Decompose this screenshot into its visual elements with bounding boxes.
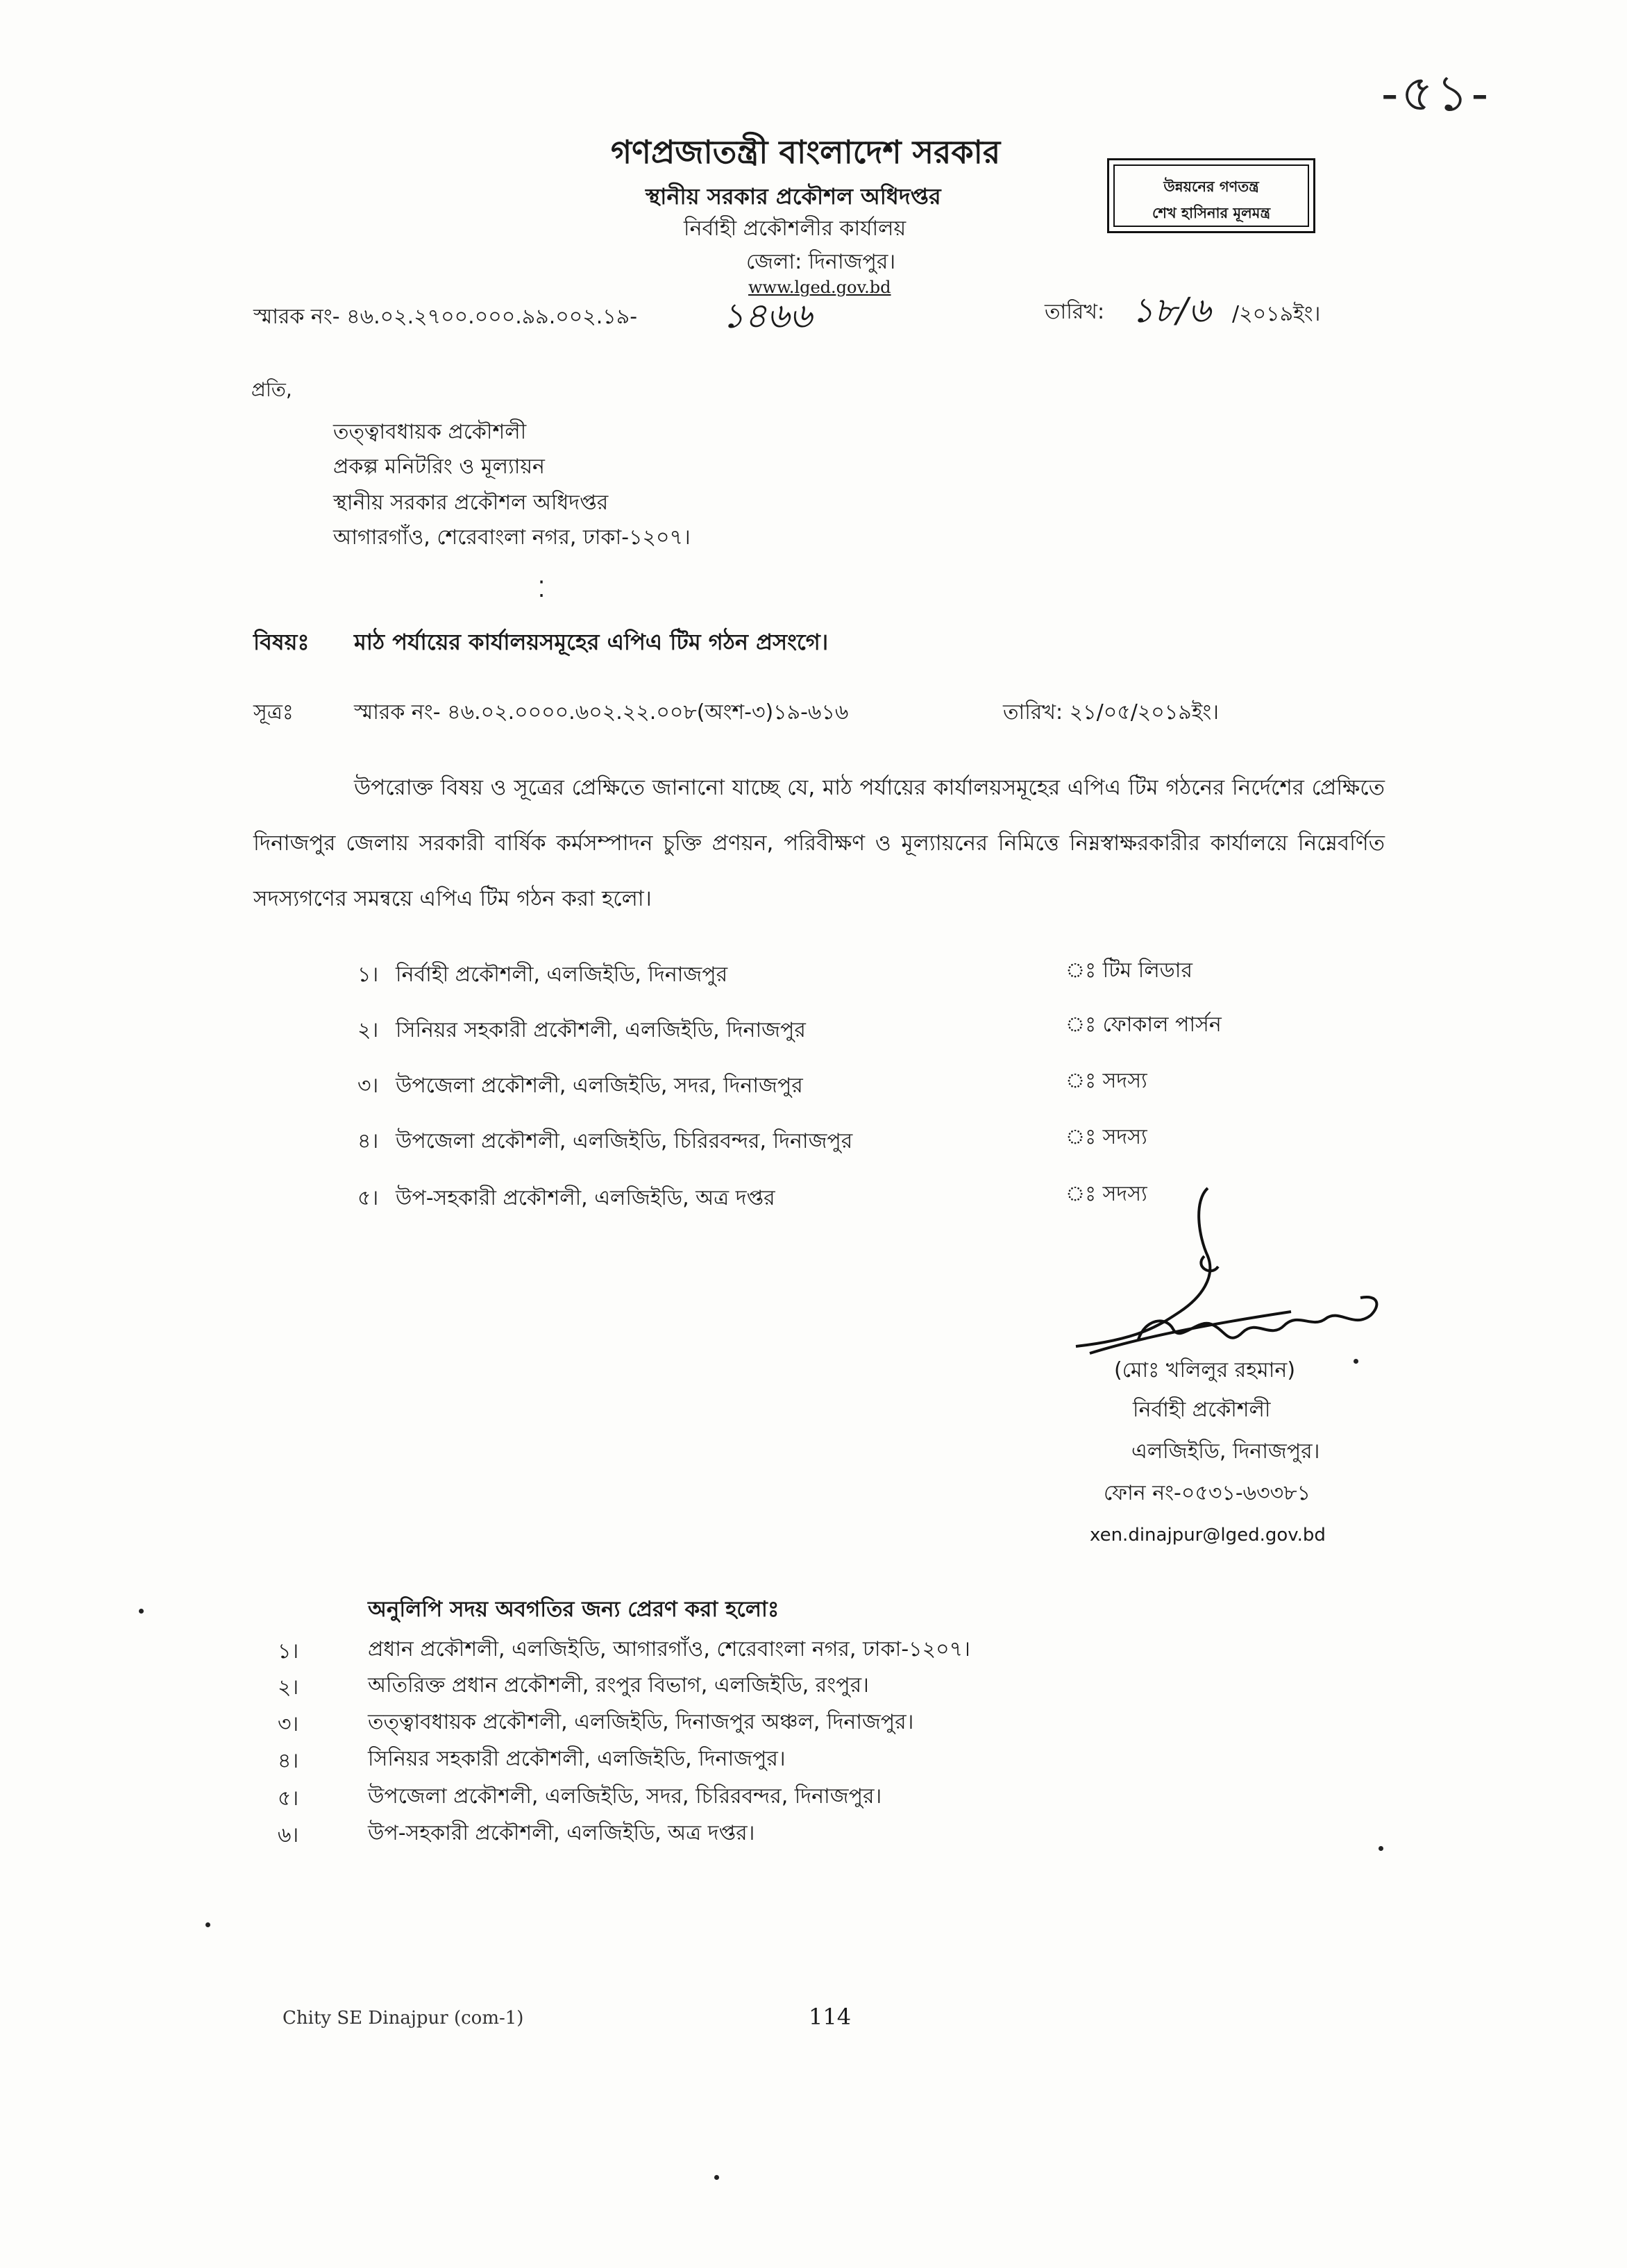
member-role: ঃ টিম লিডার — [1065, 958, 1192, 983]
footer-filename: Chity SE Dinajpur (com-1) — [283, 2008, 524, 2029]
subject-text: মাঠ পর্যায়ের কার্যালয়সমূহের এপিএ টিম গঠন প্রসংগে। — [354, 629, 829, 655]
page-number-handwritten: -৫১- — [1381, 64, 1492, 122]
recipient-label: প্রতি, — [251, 378, 292, 401]
member-role: ঃ সদস্য — [1065, 1125, 1147, 1149]
motto-box — [1107, 158, 1315, 233]
date-year: /২০১৯ইং। — [1232, 302, 1321, 326]
member-number: ১। — [357, 963, 379, 987]
cc-item: সিনিয়র সহকারী প্রকৌশলী, এলজিইডি, দিনাজপুর। — [368, 1747, 786, 1771]
memo-number-label: স্মারক নং- ৪৬.০২.২৭০০.০০০.৯৯.০০২.১৯- — [253, 305, 638, 329]
scan-speck — [714, 2175, 719, 2180]
recipient-line: স্থানীয় সরকার প্রকৌশল অধিদপ্তর — [333, 491, 609, 515]
cc-item: তত্ত্বাবধায়ক প্রকৌশলী, এলজিইডি, দিনাজপুর অঞ্চল, দিনাজপুর। — [368, 1710, 914, 1734]
signature-mark — [1062, 1180, 1409, 1381]
copy-to-title: অনুলিপি সদয় অবগতির জন্য প্রেরণ করা হলোঃ — [368, 1597, 779, 1622]
member-name: উপ-সহকারী প্রকৌশলী, এলজিইডি, অত্র দপ্তর — [396, 1186, 775, 1210]
website-link[interactable]: www.lged.gov.bd — [748, 278, 891, 297]
cc-number: ৪। — [278, 1749, 299, 1773]
reference-label: সূত্রঃ — [253, 700, 294, 725]
signatory-name: (মোঃ খলিলুর রহমান) — [1114, 1358, 1296, 1382]
reference-date: তারিখ: ২১/০৫/২০১৯ইং। — [1003, 700, 1219, 725]
motto-line-2: শেখ হাসিনার মূলমন্ত্র — [1152, 205, 1271, 221]
member-name: নির্বাহী প্রকৌশলী, এলজিইডি, দিনাজপুর — [396, 963, 728, 987]
recipient-line: আগারগাঁও, শেরেবাংলা নগর, ঢাকা-১২০৭। — [333, 525, 691, 550]
member-number: ২। — [357, 1018, 379, 1042]
date-handwritten: ১৮/৬ — [1131, 290, 1211, 330]
cc-number: ৩। — [278, 1712, 299, 1736]
motto-line-1: উন্নয়নের গণতন্ত্র — [1163, 178, 1259, 195]
separator-dots: ⁚ — [538, 576, 546, 602]
cc-item: উপ-সহকারী প্রকৌশলী, এলজিইডি, অত্র দপ্তর। — [368, 1821, 755, 1845]
member-number: ৩। — [357, 1074, 379, 1098]
signatory-office: এলজিইডি, দিনাজপুর। — [1131, 1439, 1320, 1464]
member-number: ৫। — [357, 1186, 379, 1210]
department-name: স্থানীয় সরকার প্রকৌশল অধিদপ্তর — [646, 183, 941, 210]
subject-label: বিষয়ঃ — [253, 629, 310, 655]
member-role: ঃ ফোকাল পার্সন — [1065, 1013, 1222, 1037]
office-name: নির্বাহী প্রকৌশলীর কার্যালয় — [684, 217, 907, 241]
scan-speck — [205, 1922, 210, 1927]
cc-number: ১। — [278, 1639, 299, 1664]
recipient-line: তত্ত্বাবধায়ক প্রকৌশলী — [333, 420, 527, 444]
district-name: জেলা: দিনাজপুর। — [746, 250, 896, 274]
scan-speck — [1379, 1846, 1383, 1851]
footer-page-number: 114 — [809, 2004, 852, 2030]
scan-speck — [1354, 1359, 1358, 1364]
body-paragraph: উপরোক্ত বিষয় ও সূত্রের প্রেক্ষিতে জানানো যাচ্ছে যে, মাঠ পর্যায়ের কার্যালয়সমূহের এপিএ টিম গঠনের নির্দেশের প্রেক্ষিতে দিনাজপুর জেলায় সরকারী বার্ষিক কর্মসম্পাদন চুক্তি প্রণয়ন, পরিবীক্ষণ ও মূল্যায়নের নিমিত্তে নিম্নস্বাক্ষরকারীর কার্যালয়ে নিম্নেবর্ণিত সদস্যগণের সমন্বয়ে এপিএ টিম গঠন করা হলো। — [253, 775, 1385, 911]
member-name: উপজেলা প্রকৌশলী, এলজিইডি, চিরিরবন্দর, দিনাজপুর — [396, 1129, 853, 1153]
cc-item: অতিরিক্ত প্রধান প্রকৌশলী, রংপুর বিভাগ, এলজিইডি, রংপুর। — [368, 1673, 869, 1698]
recipient-line: প্রকল্প মনিটরিং ও মূল্যায়ন — [333, 455, 545, 479]
cc-number: ৫। — [278, 1786, 299, 1811]
signatory-phone: ফোন নং-০৫৩১-৬৩৩৮১ — [1104, 1481, 1311, 1505]
member-role: ঃ সদস্য — [1065, 1182, 1147, 1206]
memo-number-handwritten: ১৪৬৬ — [722, 296, 812, 336]
member-name: উপজেলা প্রকৌশলী, এলজিইডি, সদর, দিনাজপুর — [396, 1074, 803, 1098]
cc-number: ৬। — [278, 1823, 299, 1847]
signatory-title: নির্বাহী প্রকৌশলী — [1133, 1398, 1271, 1422]
signatory-email[interactable]: xen.dinajpur@lged.gov.bd — [1090, 1525, 1326, 1546]
date-label: তারিখ: — [1045, 300, 1105, 324]
cc-item: প্রধান প্রকৌশলী, এলজিইডি, আগারগাঁও, শেরেবাংলা নগর, ঢাকা-১২০৭। — [368, 1637, 970, 1661]
scan-speck — [139, 1609, 144, 1614]
cc-item: উপজেলা প্রকৌশলী, এলজিইডি, সদর, চিরিরবন্দর, দিনাজপুর। — [368, 1784, 882, 1809]
cc-number: ২। — [278, 1675, 299, 1700]
member-name: সিনিয়র সহকারী প্রকৌশলী, এলজিইডি, দিনাজপুর — [396, 1018, 806, 1042]
member-number: ৪। — [357, 1129, 379, 1153]
member-role: ঃ সদস্য — [1065, 1069, 1147, 1093]
reference-text: স্মারক নং- ৪৬.০২.০০০০.৬০২.২২.০০৮(অংশ-৩)১৯-৬১৬ — [354, 700, 849, 725]
govt-title: গণপ্রজাতন্ত্রী বাংলাদেশ সরকার — [611, 133, 1001, 171]
